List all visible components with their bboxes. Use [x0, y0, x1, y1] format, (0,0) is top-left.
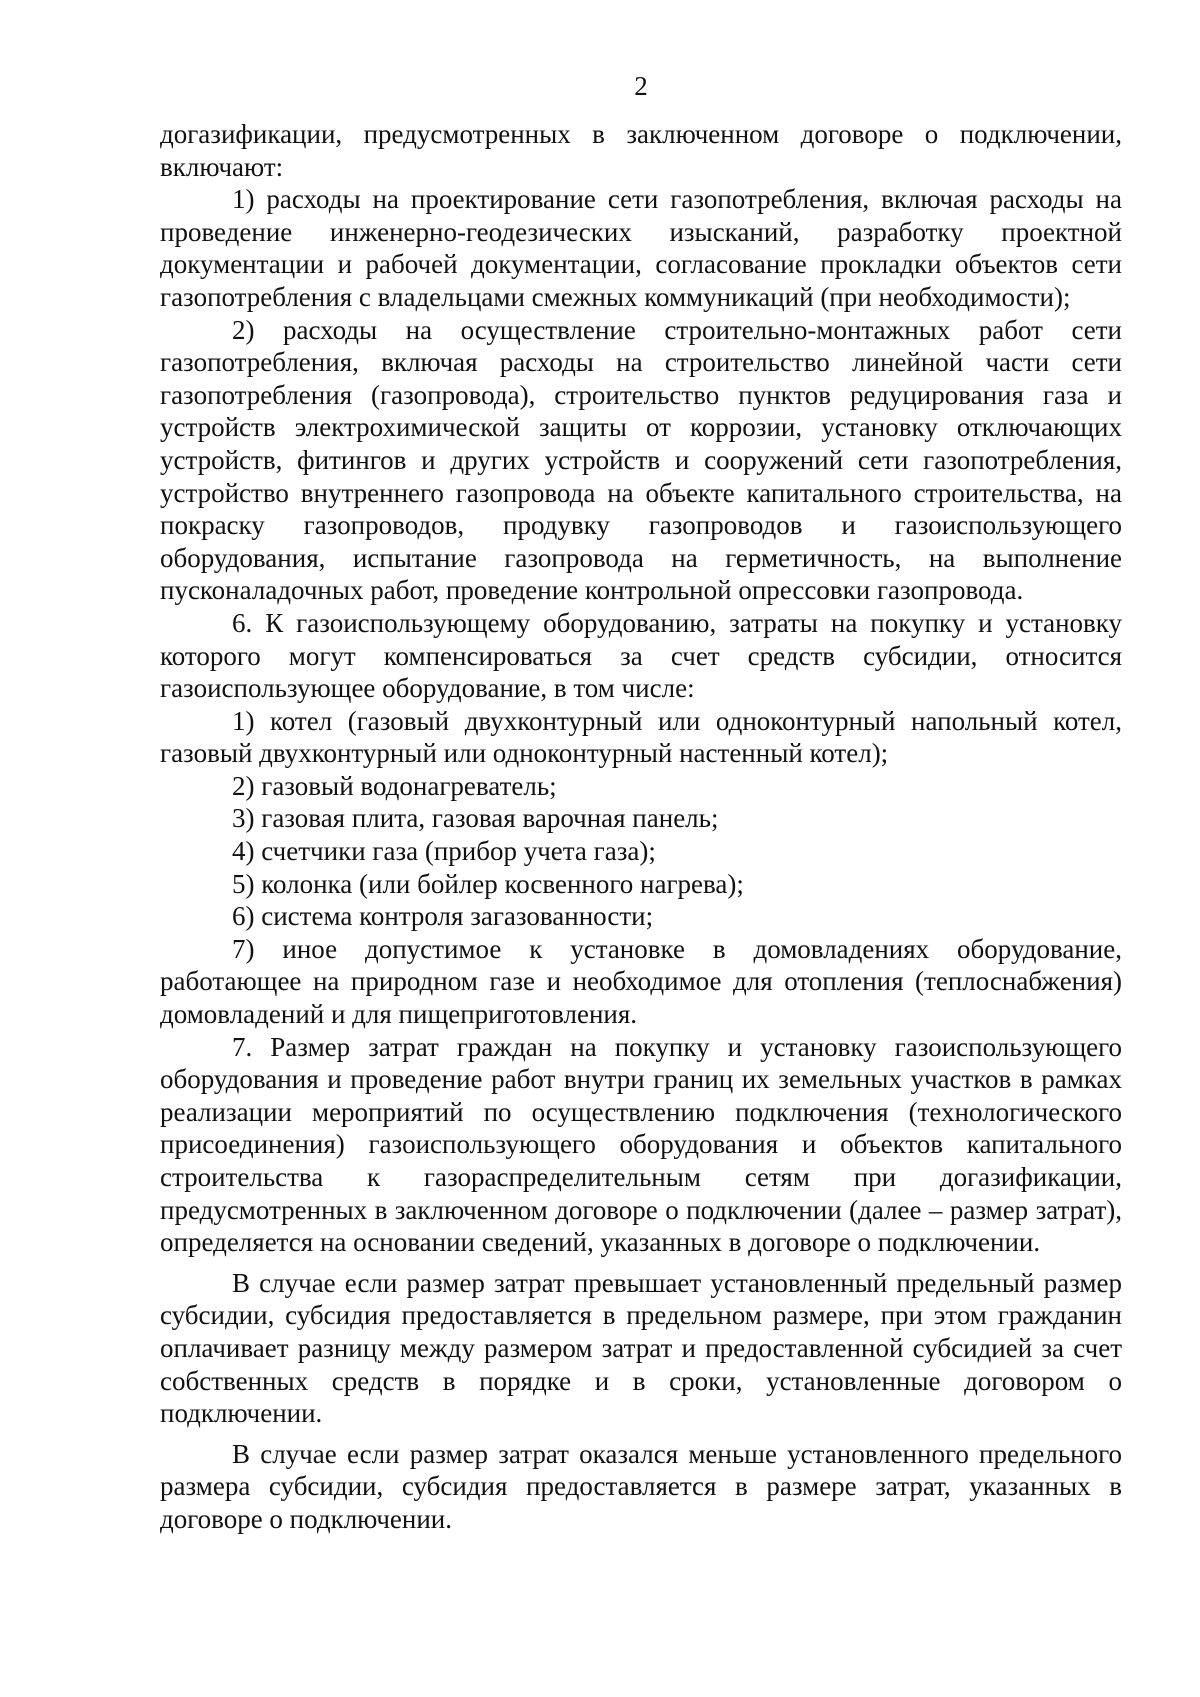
- list-item-gas-meter: 4) счетчики газа (прибор учета газа);: [232, 836, 656, 867]
- list-item-other-equipment: 7) иное допустимое к установке в домовладениях оборудование, работающее на природном газе и необходимое для отопления (теплоснабжения) домовладений и для пищеприготовления.: [160, 933, 1122, 1030]
- page-number: 2: [634, 71, 648, 101]
- paragraph-continuation: догазификации, предусмотренных в заключенном договоре о подключении, включают:: [160, 119, 1122, 182]
- list-item-gas-control: 6) система контроля загазованности;: [232, 901, 654, 932]
- list-item-construction-costs: 2) расходы на осуществление строительно-монтажных работ сети газопотребления, включая расходы на строительство линейной части сети газопотребления (газопровода), строительство пунктов редуцирования газа и устройств электрохимической защиты от коррозии, установку отключающих устройств, фитингов и других устройств и сооружений сети газопотребления, устройство внутреннего газопровода на объекте капитального строительства, на покраску газопроводов, продувку газопроводов и газоиспользующего оборудования, испытание газопровода на герметичность, на выполнение пусконаладочных работ, проведение контрольной опрессовки газопровода.: [160, 314, 1122, 606]
- clause-6: 6. К газоиспользующему оборудованию, затраты на покупку и установку которого могут компенсироваться за счет средств субсидии, относится газоиспользующее оборудование, в том числе:: [160, 607, 1122, 704]
- list-item-column: 5) колонка (или бойлер косвенного нагрева);: [232, 868, 744, 899]
- list-item-boiler: 1) котел (газовый двухконтурный или одноконтурный напольный котел, газовый двухконтурный или одноконтурный настенный котел);: [160, 705, 1122, 769]
- clause-7: 7. Размер затрат граждан на покупку и установку газоиспользующего оборудования и проведение работ внутри границ их земельных участков в рамках реализации мероприятий по осуществлению подключения (технологического присоединения) газоиспользующего оборудования и объектов капитального строительства к газораспределительным сетям при догазификации, предусмотренных в заключенном договоре о подключении (далее – размер затрат), определяется на основании сведений, указанных в договоре о подключении.: [160, 1031, 1122, 1258]
- paragraph-lower-costs: В случае если размер затрат оказался меньше установленного предельного размера субсидии, субсидия предоставляется в размере затрат, указанных в договоре о подключении.: [160, 1438, 1122, 1534]
- paragraph-excess-costs: В случае если размер затрат превышает установленный предельный размер субсидии, субсидия предоставляется в предельном размере, при этом гражданин оплачивает разницу между размером затрат и предоставленной субсидией за счет собственных средств в порядке и в сроки, установленные договором о подключении.: [160, 1267, 1122, 1429]
- list-item-design-costs: 1) расходы на проектирование сети газопотребления, включая расходы на проведение инженерно-геодезических изысканий, разработку проектной документации и рабочей документации, согласование прокладки объектов сети газопотребления с владельцами смежных коммуникаций (при необходимости);: [160, 184, 1122, 312]
- list-item-stove: 3) газовая плита, газовая варочная панель;: [232, 803, 719, 834]
- document-page: [160, 70, 1122, 1536]
- list-item-water-heater: 2) газовый водонагреватель;: [232, 770, 557, 801]
